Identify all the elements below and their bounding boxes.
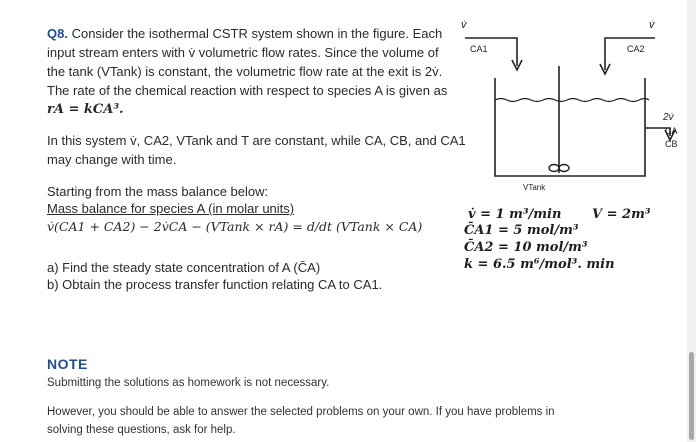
note-line-2: However, you should be able to answer the selected problems on your own. If you have problems in [47, 406, 555, 418]
question-line-6: may change with time. [47, 152, 177, 167]
question-line-3: the tank (VTank) is constant, the volumetric flow rate at the exit is 2v̇. [47, 64, 443, 79]
inlet-1-flow-label: v̇ [461, 19, 467, 31]
liquid-surface [495, 99, 649, 102]
inlet-1-conc-label: CA1 [470, 44, 488, 54]
starting-text: Starting from the mass balance below: [47, 184, 269, 199]
param-flow: v̇ = 1 m³/min [468, 207, 562, 222]
note-line-1: Submitting the solutions as homework is not necessary. [47, 377, 330, 389]
tank-wall [495, 86, 645, 176]
cstr-figure [455, 8, 690, 208]
note-line-3: solving these questions, ask for help. [47, 424, 236, 436]
question-line-5: In this system v̇, CA2, VTank and T are constant, while CA, CB, and CA1 [47, 133, 466, 148]
param-k: k = 6.5 m⁶/mol³. min [464, 257, 615, 272]
question-label: Q8. [47, 26, 68, 41]
outlet-cb-label: CB [665, 139, 678, 149]
question-line-4: The rate of the chemical reaction with respect to species A is given as [47, 83, 448, 98]
outlet-flow-label: 2v̇ [663, 112, 674, 123]
tank-volume-label: VTank [523, 183, 546, 192]
part-b: b) Obtain the process transfer function relating CA to CA1. [47, 277, 383, 292]
outlet-ca-label: CA [665, 126, 678, 136]
question-line-2: input stream enters with v̇ volumetric flow rates. Since the volume of [47, 45, 439, 60]
param-volume: V = 2m³ [592, 207, 651, 222]
balance-equation: v̇(CA1 + CA2) − 2v̇CA − (VTank × rA) = d/dt (VTank × CA) [47, 219, 423, 234]
param-ca2: C̄A2 = 10 mol/m³ [464, 240, 588, 255]
balance-heading: Mass balance for species A (in molar units) [47, 201, 295, 216]
inlet-2-flow-label: v̇ [649, 19, 655, 31]
rate-law: rA = kCA³. [47, 102, 124, 117]
inlet-2-conc-label: CA2 [627, 44, 645, 54]
param-ca1: C̄A1 = 5 mol/m³ [464, 223, 579, 238]
note-title: NOTE [47, 356, 88, 372]
part-a: a) Find the steady state concentration of A (C̄A) [47, 260, 321, 275]
scrollbar-thumb[interactable] [689, 352, 694, 440]
question-line-1: Q8. Consider the isothermal CSTR system shown in the figure. Each [47, 26, 443, 41]
inlet-2-pipe [605, 38, 655, 70]
